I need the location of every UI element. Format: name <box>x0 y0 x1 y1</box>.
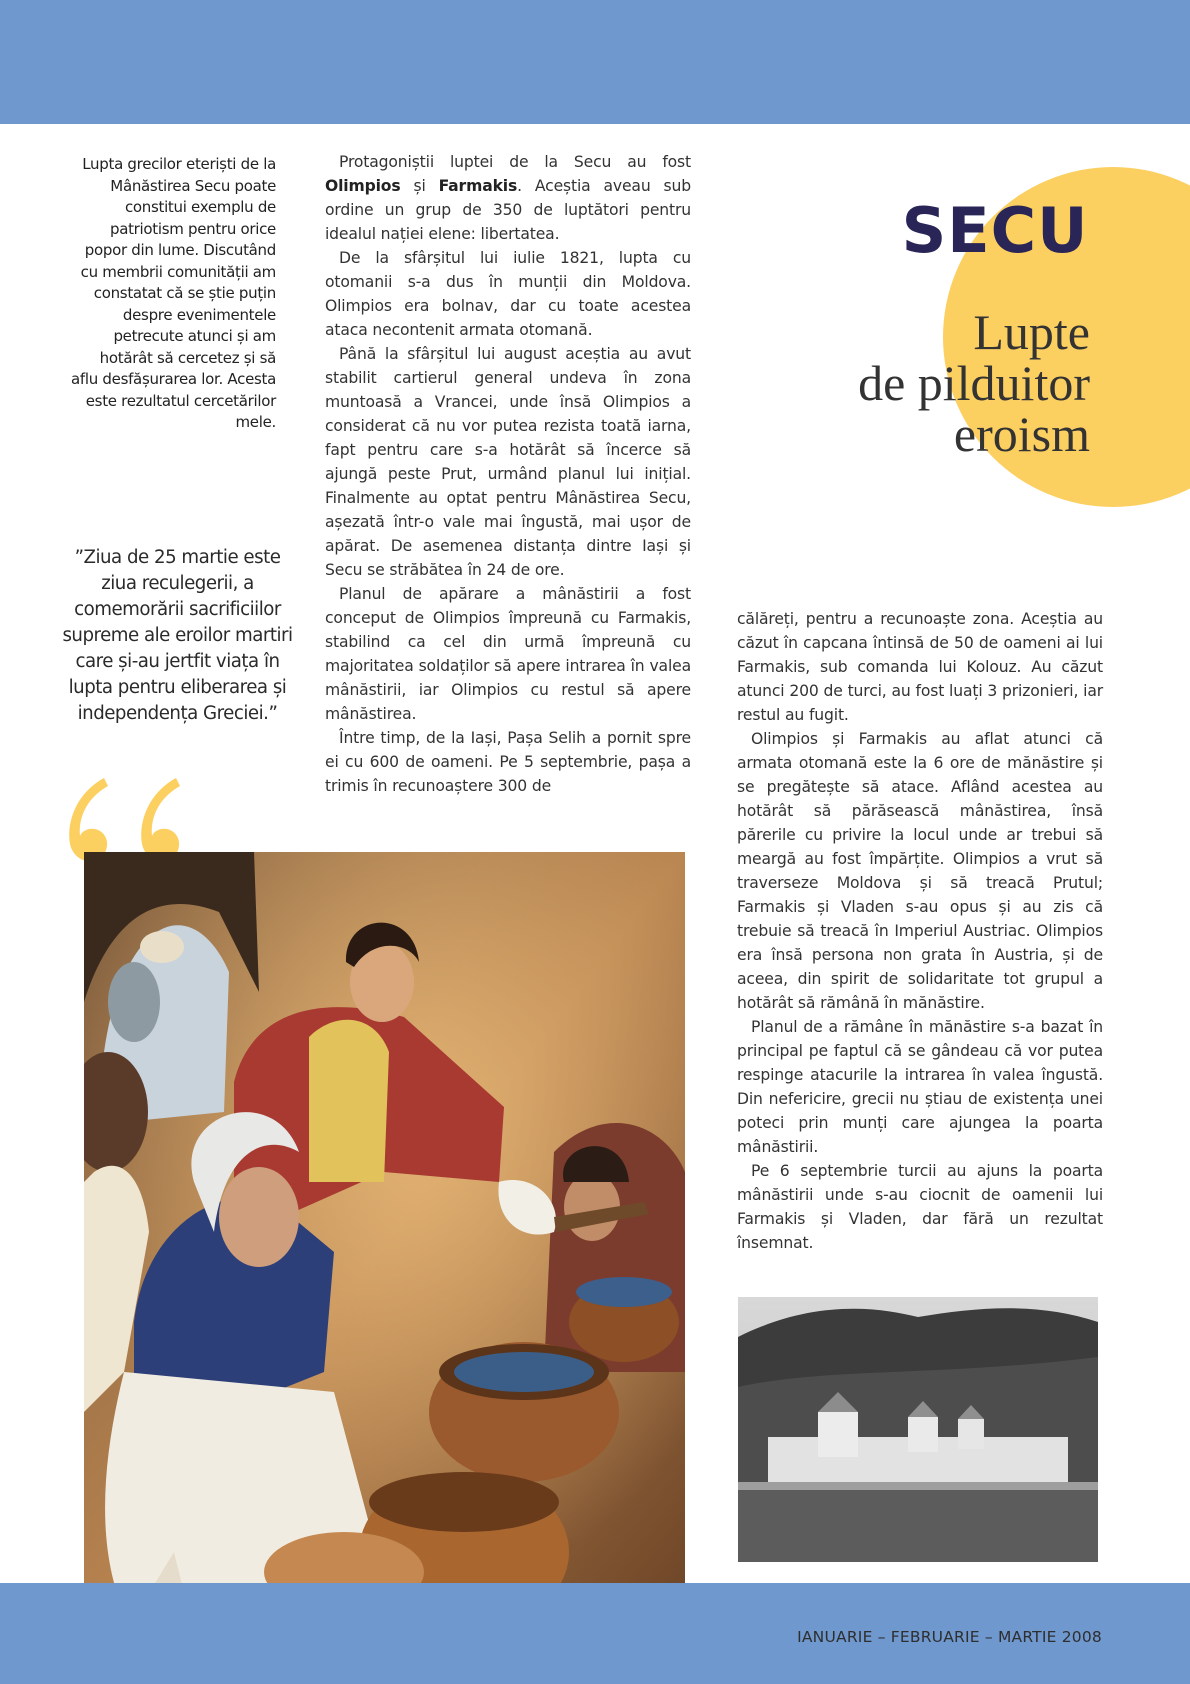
col1-paragraph-4: Planul de apărare a mânăstirii a fost conceput de Olimpios împreună cu Farmakis, stabilind ca cel din urmă împreună cu majoritatea soldaților să apere intrarea în valea mânăstirii, iar Olimpios cu restul să apere mânăstirea. <box>325 585 691 723</box>
pull-quote: ”Ziua de 25 martie este ziua reculegerii, a comemorării sacrificiilor supreme ale eroilor martiri care și-au jertfit viața în lupta pentru eliberarea și independența Greciei.” <box>62 547 293 724</box>
headline-line-3: eroism <box>953 406 1090 462</box>
article-column-2 <box>737 607 1103 1255</box>
col1-paragraph-2: De la sfârșitul lui iulie 1821, lupta cu otomanii s-a dus în munții din Moldova. Olimpios era bolnav, dar cu toate acestea ataca necontenit armata otomană. <box>325 249 691 339</box>
top-color-band <box>0 0 1190 124</box>
historical-painting <box>84 852 685 1634</box>
col2-paragraph-4: Pe 6 septembrie turcii au ajuns la poarta mânăstirii unde s-au ciocnit de oamenii lui Farmakis și Vladen, dar fără un rezultat însemnat. <box>737 1162 1103 1252</box>
intro-paragraph: Lupta grecilor eteriști de la Mânăstirea Secu poate constitui exemplu de patriotism pentru orice popor din lume. Discutând cu membrii comunității am constatat că se știe puțin despre evenimentele petrecute atunci și am hotărât să cercetez și să aflu desfășurarea lor. Acesta este rezultatul cercetărilor mele. <box>71 155 276 431</box>
quote-mark-icon <box>64 774 214 864</box>
col1-paragraph-3: Până la sfârșitul lui august aceștia au avut stabilit cartierul general undeva în zona muntoasă a Vrancei, unde însă Olimpios a considerat că nu vor putea rezista toată iarna, fapt pentru care s-a hotărât să încerce să ajungă peste Prut, urmând planul lui inițial. Finalmente au optat pentru Mânăstirea Secu, așezată într-o vale mai îngustă, mai ușor de apărat. De asemenea distanța dintre Iași și Secu se străbătea în 24 de ore. <box>325 345 691 579</box>
col1-paragraph-5: Între timp, de la Iași, Pașa Selih a pornit spre ei cu 600 de oameni. Pe 5 septembrie, pașa a trimis în recunoaștere 300 de <box>325 729 691 795</box>
name-farmakis: Farmakis <box>438 177 518 195</box>
col2-paragraph-1: călăreți, pentru a recunoaște zona. Aceștia au căzut în capcana întinsă de 50 de oameni ai lui Farmakis, sub comanda lui Kolouz. Au căzut atunci 200 de turci, au fost luați 3 prizonieri, iar restul au fugit. <box>737 610 1103 724</box>
article-column-1 <box>325 150 691 798</box>
col2-paragraph-2: Olimpios și Farmakis au aflat atunci că armata otomană este la 6 ore de mănăstire și se pregătește să atace. Aflând acestea au hotărât să părăsească mânăstirea, însă părerile cu privire la locul unde ar trebui să meargă au fost împărțite. Olimpios a vrut să traverseze Moldova și să treacă Prutul; Farmakis și Vladen s-au opus și au zis că trebuie să treacă în Imperiul Austriac. Olimpios era însă persona non grata în Austria, și de aceea, din spirit de solidaritate tot grupul a hotărât să rămână în mănăstire. <box>737 730 1103 1012</box>
headline-line-2: de pilduitor <box>858 355 1090 411</box>
name-olimpios: Olimpios <box>325 177 401 195</box>
section-kicker: SECU <box>901 194 1089 267</box>
article-headline <box>858 304 1090 462</box>
col2-paragraph-3: Planul de a rămâne în mănăstire s-a bazat în principal pe faptul că se gândeau că vor putea respinge atacurile la intrarea în valea îngustă. Din nefericire, grecii nu știau de existența unei poteci prin munți care ajungea la poarta mânăstirii. <box>737 1018 1103 1156</box>
monastery-photo <box>738 1297 1098 1562</box>
col1-paragraph-1: Protagoniștii luptei de la Secu au fost Olimpios și Farmakis. Aceștia aveau sub ordine un grup de 350 de luptători pentru idealul nației elene: libertatea. <box>325 153 691 243</box>
headline-line-1: Lupte <box>973 304 1090 360</box>
issue-date-footer: IANUARIE – FEBRUARIE – MARTIE 2008 <box>797 1628 1102 1646</box>
